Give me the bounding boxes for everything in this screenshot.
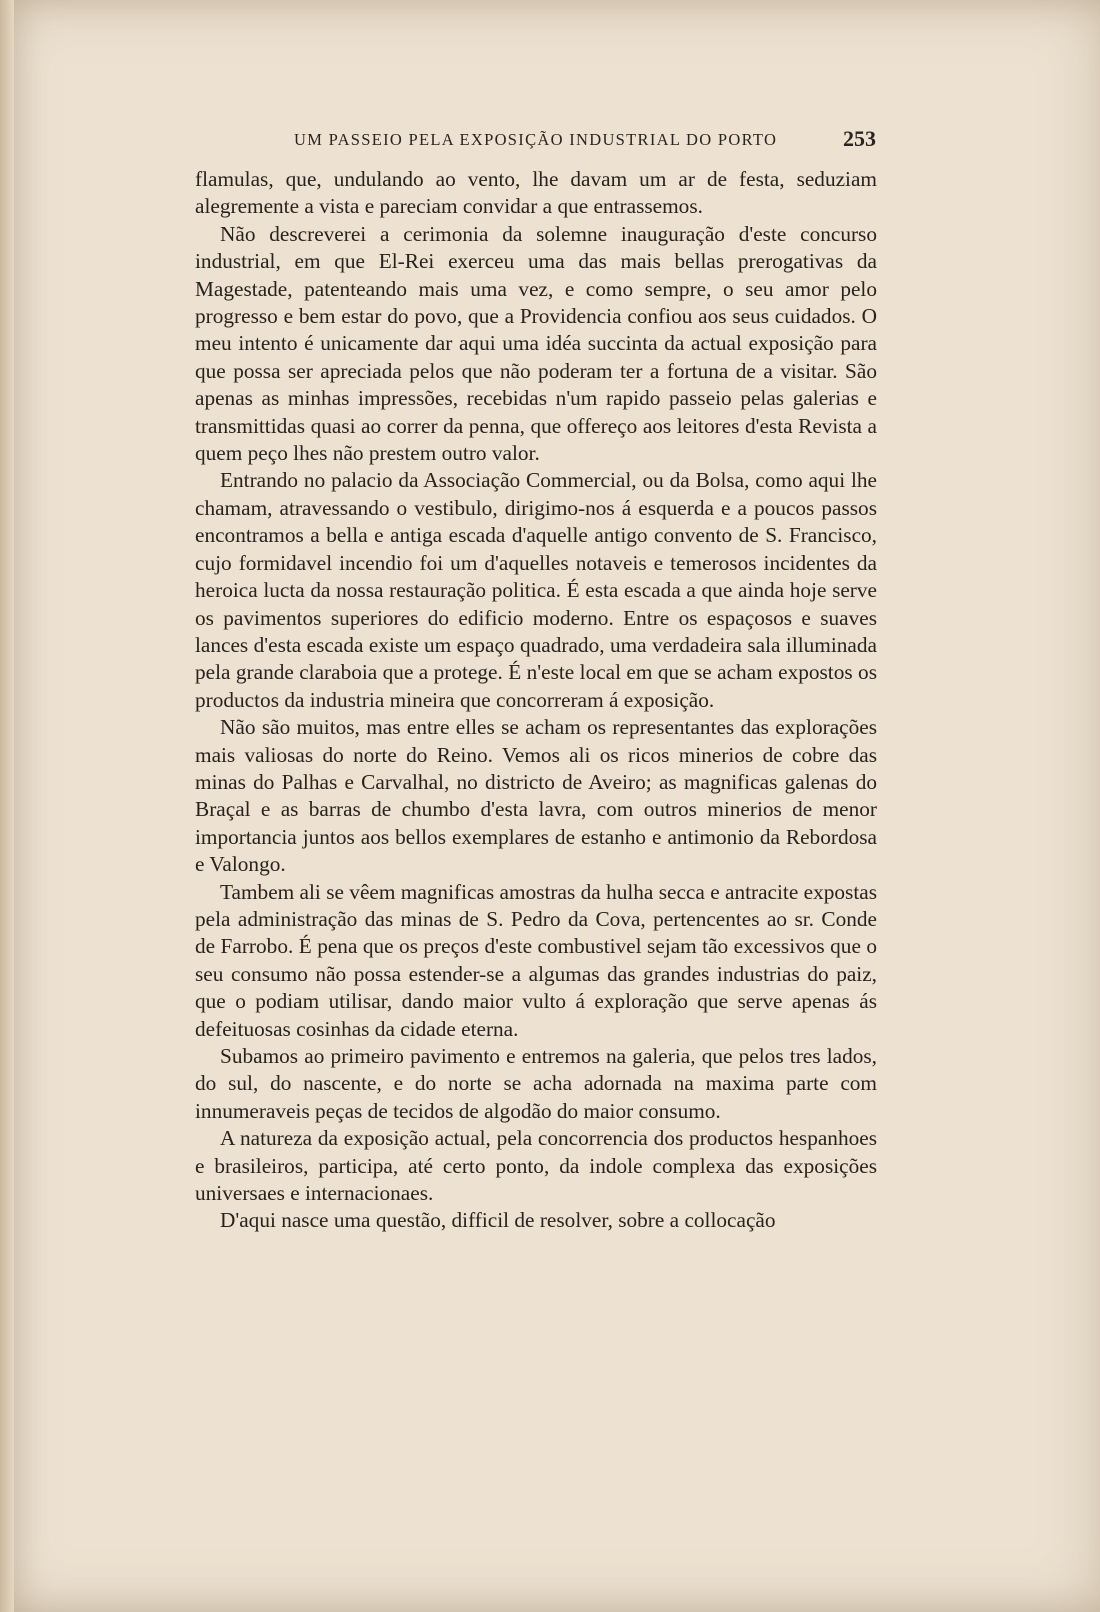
paragraph: Tambem ali se vêem magnificas amostras da hulha secca e antracite expostas pela administração das minas de S. Pedro da Cova, pertencentes ao sr. Conde de Farrobo. É pena que os preços d'este combustivel sejam tão excessivos que o seu consumo não possa estender-se a algumas das grandes industrias do paiz, que o podiam utilisar, dando maior vulto á exploração que serve apenas ás defeituosas cosinhas da cidade eterna. xyxy=(195,879,877,1041)
page-number: 253 xyxy=(843,126,876,151)
running-head-title: UM PASSEIO PELA EXPOSIÇÃO INDUSTRIAL DO PORTO xyxy=(294,130,778,149)
paragraph: Não descreverei a cerimonia da solemne inauguração d'este concurso industrial, em que El-Rei exerceu uma das mais bellas prerogativas da Magestade, patenteando mais uma vez, e como sempre, o seu amor pelo progresso e bem estar do povo, que a Providencia confiou aos seus cuidados. O meu intento é unicamente dar aqui uma idéa succinta da actual exposição para que possa ser apreciada pelos que não poderam ter a fortuna de a visitar. São apenas as minhas impressões, recebidas n'um rapido passeio pelas galerias e transmittidas quasi ao correr da penna, que offereço aos leitores d'esta Revista a quem peço lhes não prestem outro valor. xyxy=(195,221,877,466)
paragraph: Subamos ao primeiro pavimento e entremos na galeria, que pelos tres lados, do sul, do nascente, e do norte se acha adornada na maxima parte com innumeraveis peças de tecidos de algodão do maior consumo. xyxy=(195,1044,877,1123)
page-spine-shadow xyxy=(0,0,14,1612)
paragraph: Não são muitos, mas entre elles se acham os representantes das explorações mais valiosas do norte do Reino. Vemos ali os ricos minerios de cobre das minas do Palhas e Carvalhal, no districto de Aveiro; as magnificas galenas do Braçal e as barras de chumbo d'esta lavra, com outros minerios de menor importancia juntos aos bellos exemplares de estanho e antimonio da Rebordosa e Valongo. xyxy=(195,715,877,877)
paragraph: A natureza da exposição actual, pela concorrencia dos productos hespanhoes e brasileiros, participa, até certo ponto, da indole complexa das exposições universaes e internacionaes. xyxy=(195,1126,877,1206)
paragraph: D'aqui nasce uma questão, difficil de resolver, sobre a collocação xyxy=(220,1208,776,1233)
body-text xyxy=(195,166,877,1235)
paragraph-continuation: flamulas, que, undulando ao vento, lhe davam um ar de festa, seduziam alegremente a vista e pareciam convidar a que entrassemos. xyxy=(195,167,877,219)
paragraph: Entrando no palacio da Associação Commercial, ou da Bolsa, como aqui lhe chamam, atravessando o vestibulo, dirigimo-nos á esquerda e a poucos passos encontramos a bella e antiga escada d'aquelle antigo convento de S. Francisco, cujo formidavel incendio foi um d'aquelles notaveis e temerosos incidentes da heroica lucta da nossa restauração politica. É esta escada a que ainda hoje serve os pavimentos superiores do edificio moderno. Entre os espaçosos e suaves lances d'esta escada existe um espaço quadrado, uma verdadeira sala illuminada pela grande claraboia que a protege. É n'este local em que se acham expostos os productos da industria mineira que concorreram á exposição. xyxy=(195,468,877,712)
running-head xyxy=(196,128,876,154)
